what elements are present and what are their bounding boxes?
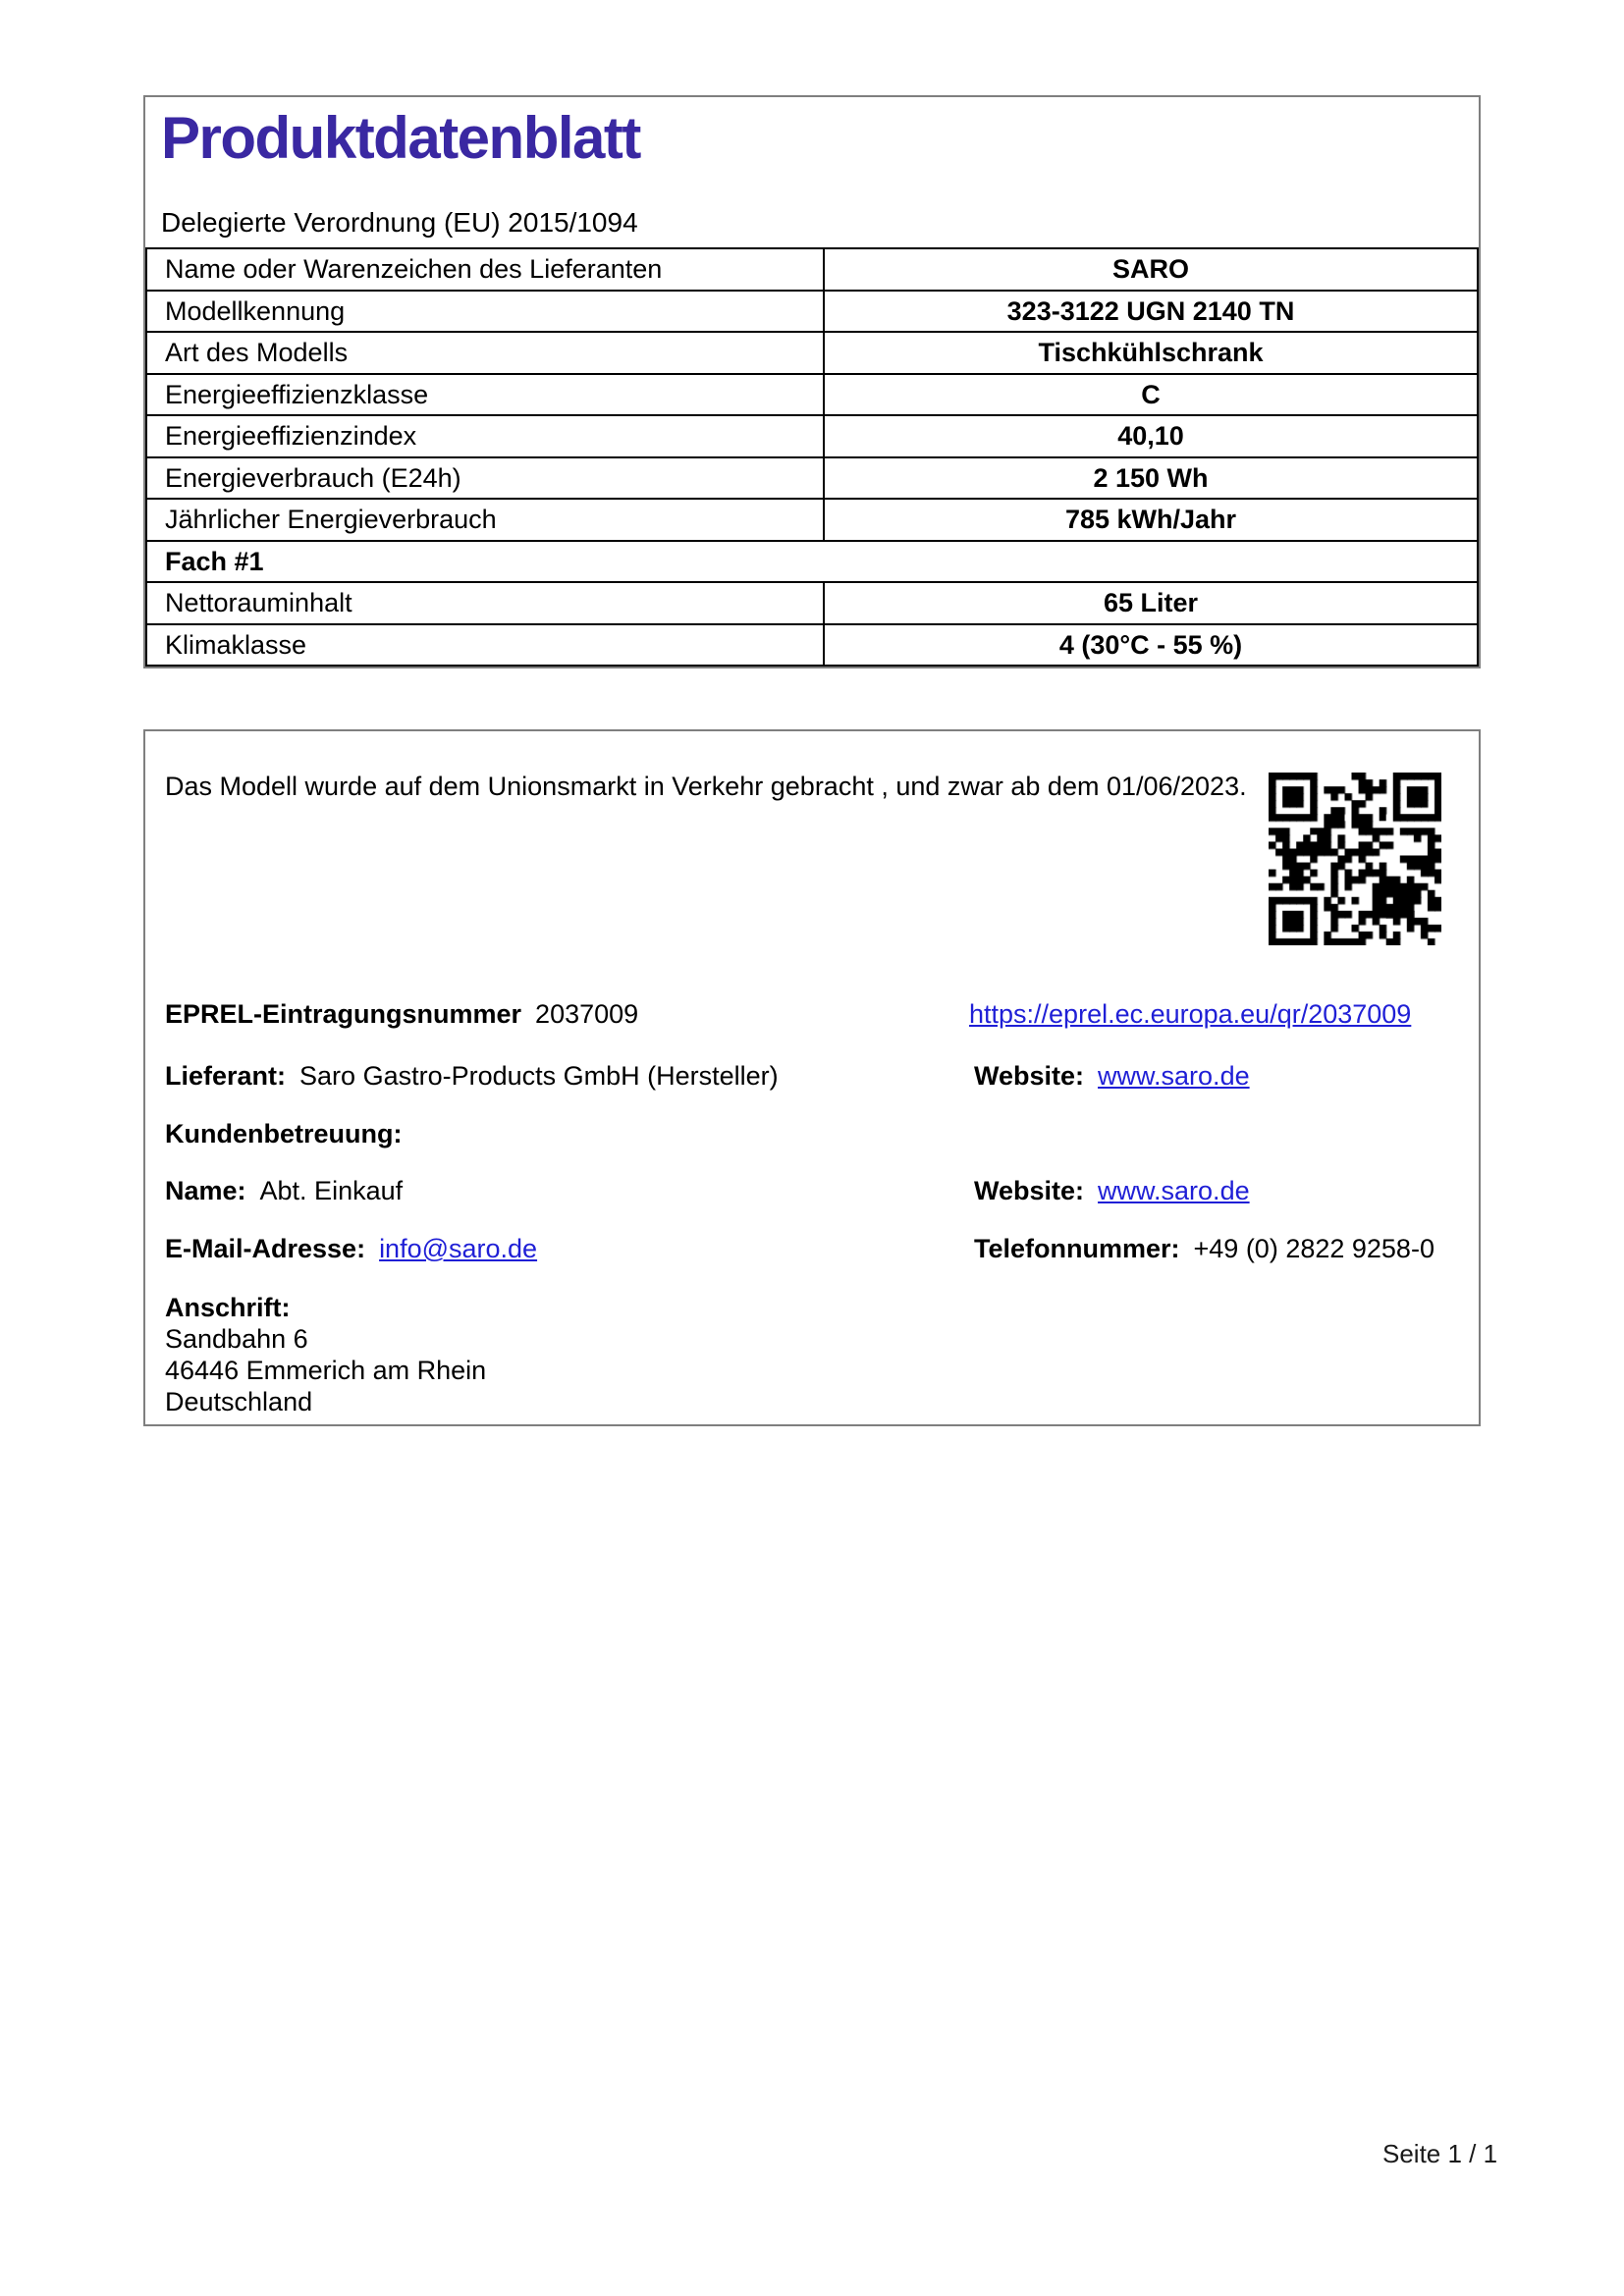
table-row <box>146 582 1478 624</box>
spec-table <box>145 247 1479 667</box>
address-line: 46446 Emmerich am Rhein <box>165 1356 487 1385</box>
page-footer: Seite 1 / 1 <box>1382 2139 1498 2168</box>
spec-value: 785 kWh/Jahr <box>824 499 1478 541</box>
phone-row <box>974 1233 1435 1264</box>
spec-value: SARO <box>824 248 1478 291</box>
eprel-link[interactable]: https://eprel.ec.europa.eu/qr/2037009 <box>969 999 1412 1029</box>
qr-code-icon <box>1269 773 1441 945</box>
website-link-2[interactable]: www.saro.de <box>1098 1176 1250 1205</box>
email-label: E-Mail-Adresse: <box>165 1234 366 1263</box>
customer-service-heading: Kundenbetreuung: <box>165 1119 403 1148</box>
spec-value: 65 Liter <box>824 582 1478 624</box>
address-line: Deutschland <box>165 1387 313 1416</box>
spec-label: Jährlicher Energieverbrauch <box>146 499 824 541</box>
regulation-subtitle: Delegierte Verordnung (EU) 2015/1094 <box>161 207 638 238</box>
spec-label: Art des Modells <box>146 332 824 374</box>
supplier-label: Lieferant: <box>165 1061 287 1091</box>
section-label: Fach #1 <box>146 541 1478 583</box>
phone-number: +49 (0) 2822 9258-0 <box>1193 1234 1435 1263</box>
table-row <box>146 415 1478 457</box>
spec-label: Nettorauminhalt <box>146 582 824 624</box>
name-label: Name: <box>165 1176 246 1205</box>
spec-label: Modellkennung <box>146 291 824 333</box>
email-link[interactable]: info@saro.de <box>379 1234 538 1263</box>
contact-name: Abt. Einkauf <box>259 1176 404 1205</box>
page-title: Produktdatenblatt <box>161 105 640 171</box>
section-row-fach-1 <box>146 541 1478 583</box>
eprel-registration <box>165 998 638 1030</box>
website-label-2: Website: <box>974 1176 1085 1205</box>
spec-label: Energieeffizienzklasse <box>146 374 824 416</box>
table-row <box>146 457 1478 500</box>
table-row <box>146 332 1478 374</box>
table-row <box>146 248 1478 291</box>
market-statement: Das Modell wurde auf dem Unionsmarkt in Verkehr gebracht , und zwar ab dem 01/06/2023. <box>165 772 1247 801</box>
address-label: Anschrift: <box>165 1293 291 1322</box>
spec-value: C <box>824 374 1478 416</box>
phone-label: Telefonnummer: <box>974 1234 1180 1263</box>
table-row <box>146 499 1478 541</box>
spec-value: Tischkühlschrank <box>824 332 1478 374</box>
spec-value: 323-3122 UGN 2140 TN <box>824 291 1478 333</box>
eprel-number: 2037009 <box>535 999 639 1029</box>
website-link[interactable]: www.saro.de <box>1098 1061 1250 1091</box>
spec-label: Energieverbrauch (E24h) <box>146 457 824 500</box>
supplier-name: Saro Gastro-Products GmbH (Hersteller) <box>299 1061 779 1091</box>
contact-name-row <box>165 1175 403 1206</box>
supplier-info-panel <box>143 729 1481 1426</box>
eprel-label: EPREL-Eintragungsnummer <box>165 999 522 1029</box>
table-row <box>146 624 1478 667</box>
website-row <box>974 1060 1250 1092</box>
spec-label: Name oder Warenzeichen des Lieferanten <box>146 248 824 291</box>
spec-value: 40,10 <box>824 415 1478 457</box>
spec-label: Energieeffizienzindex <box>146 415 824 457</box>
table-row <box>146 374 1478 416</box>
spec-value: 2 150 Wh <box>824 457 1478 500</box>
website-row-2 <box>974 1175 1250 1206</box>
title-block <box>145 97 1479 247</box>
email-row <box>165 1233 537 1264</box>
spec-value: 4 (30°C - 55 %) <box>824 624 1478 667</box>
datasheet-panel <box>143 95 1481 668</box>
address-line: Sandbahn 6 <box>165 1324 308 1354</box>
table-row <box>146 291 1478 333</box>
website-label: Website: <box>974 1061 1085 1091</box>
supplier-row <box>165 1060 779 1092</box>
address-block <box>165 1292 486 1417</box>
spec-label: Klimaklasse <box>146 624 824 667</box>
